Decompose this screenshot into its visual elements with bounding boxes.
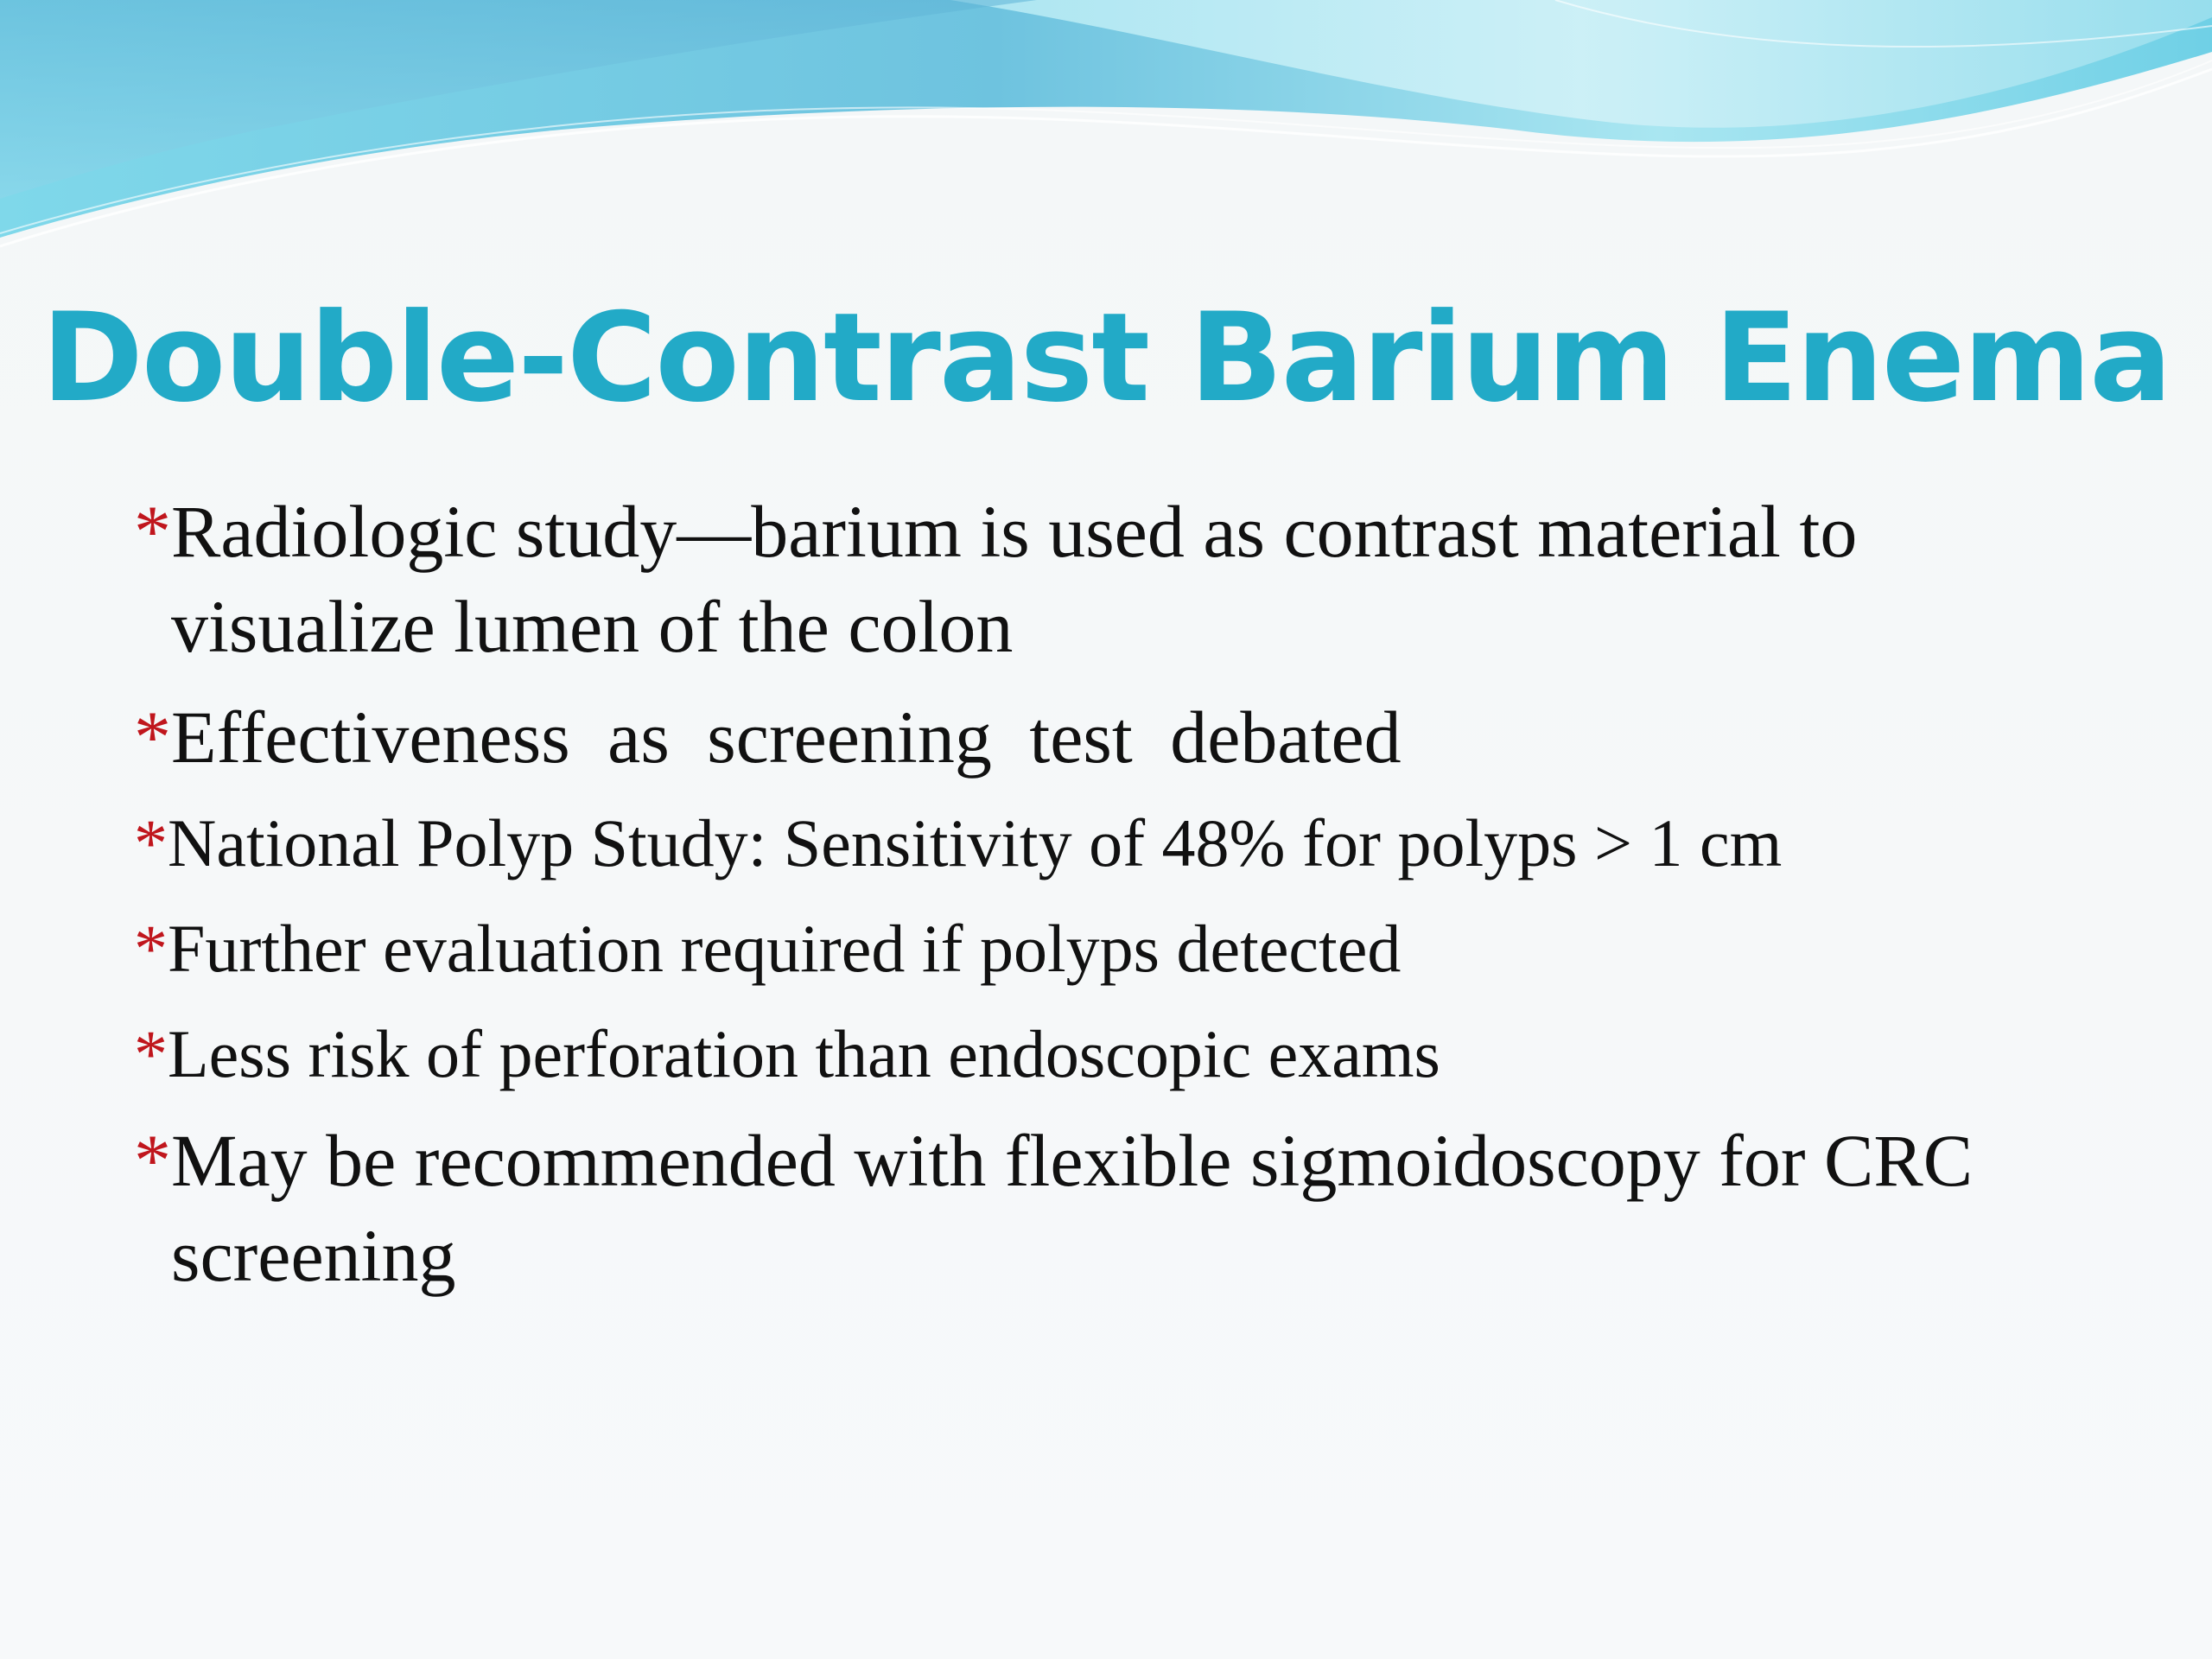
- bullet-list: [134, 484, 2087, 1303]
- bullet-item: [134, 906, 2087, 992]
- bullet-item: [134, 484, 2087, 674]
- bullet-text: Effectiveness as screening test debated: [171, 696, 1402, 779]
- bullet-marker: *: [134, 1119, 171, 1202]
- bullet-text: May be recommended with flexible sigmoidoscopy for CRC screening: [171, 1119, 1974, 1297]
- header-wave-decoration: [0, 0, 2212, 259]
- bullet-item: [134, 690, 2087, 785]
- slide-title: Double-Contrast Barium Enema: [41, 287, 2171, 429]
- bullet-marker: *: [134, 805, 168, 880]
- bullet-marker: *: [134, 490, 171, 573]
- bullet-item: [134, 800, 2087, 887]
- bullet-text: Further evaluation required if polyps detected: [168, 911, 1402, 986]
- bullet-marker: *: [134, 911, 168, 986]
- bullet-marker: *: [134, 696, 171, 779]
- bullet-text: Radiologic study—barium is used as contrast material to visualize lumen of the colon: [171, 490, 1858, 668]
- bullet-item: [134, 1113, 2087, 1303]
- bullet-text: National Polyp Study: Sensitivity of 48% for polyps > 1 cm: [168, 805, 1783, 880]
- bullet-marker: *: [134, 1016, 168, 1091]
- bullet-text: Less risk of perforation than endoscopic exams: [168, 1016, 1440, 1091]
- bullet-item: [134, 1011, 2087, 1097]
